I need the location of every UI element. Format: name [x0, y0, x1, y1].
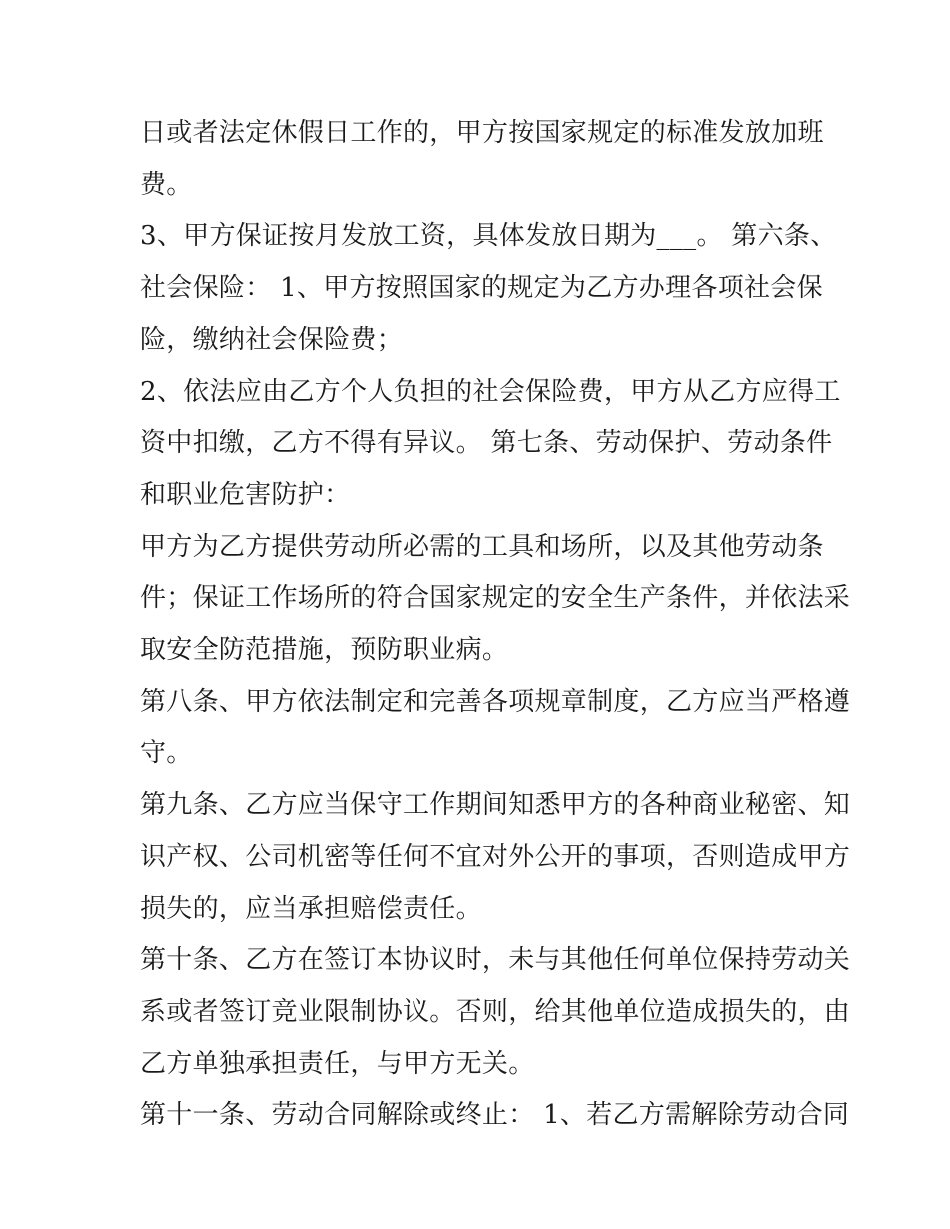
text-line: 守。	[140, 738, 193, 769]
text-line: 取安全防范措施，预防职业病。	[140, 635, 509, 666]
text-line: 甲方为乙方提供劳动所必需的工具和场所，以及其他劳动条	[140, 531, 824, 562]
text-line: 日或者法定休假日工作的，甲方按国家规定的标准发放加班	[140, 118, 824, 148]
text-line: 费。	[140, 169, 193, 200]
text-line: 资中扣缴，乙方不得有异议。 第七条、劳动保护、劳动条件	[140, 428, 833, 459]
text-line: 3、甲方保证按月发放工资，具体发放日期为___。 第六条、	[140, 221, 837, 252]
text-line: 系或者签订竞业限制协议。否则，给其他单位造成损失的，由	[140, 996, 851, 1027]
text-line: 社会保险： 1、甲方按照国家的规定为乙方办理各项社会保	[140, 273, 823, 304]
text-line: 2、依法应由乙方个人负担的社会保险费，甲方从乙方应得工	[140, 376, 841, 407]
text-line: 第十条、乙方在签订本协议时，未与其他任何单位保持劳动关	[140, 945, 851, 976]
text-line: 第十一条、劳动合同解除或终止： 1、若乙方需解除劳动合同	[140, 1100, 850, 1131]
text-line: 第八条、甲方依法制定和完善各项规章制度，乙方应当严格遵	[140, 686, 851, 717]
text-line: 件；保证工作场所的符合国家规定的安全生产条件，并依法采	[140, 583, 851, 614]
text-line: 险，缴纳社会保险费；	[140, 324, 404, 355]
text-line: 损失的，应当承担赔偿责任。	[140, 893, 482, 924]
text-line: 识产权、公司机密等任何不宜对外公开的事项，否则造成甲方	[140, 841, 851, 872]
text-line: 和职业危害防护：	[140, 479, 351, 510]
contract-text-body	[140, 108, 851, 1142]
text-line: 第九条、乙方应当保守工作期间知悉甲方的各种商业秘密、知	[140, 790, 851, 821]
text-line: 乙方单独承担责任，与甲方无关。	[140, 1048, 535, 1079]
